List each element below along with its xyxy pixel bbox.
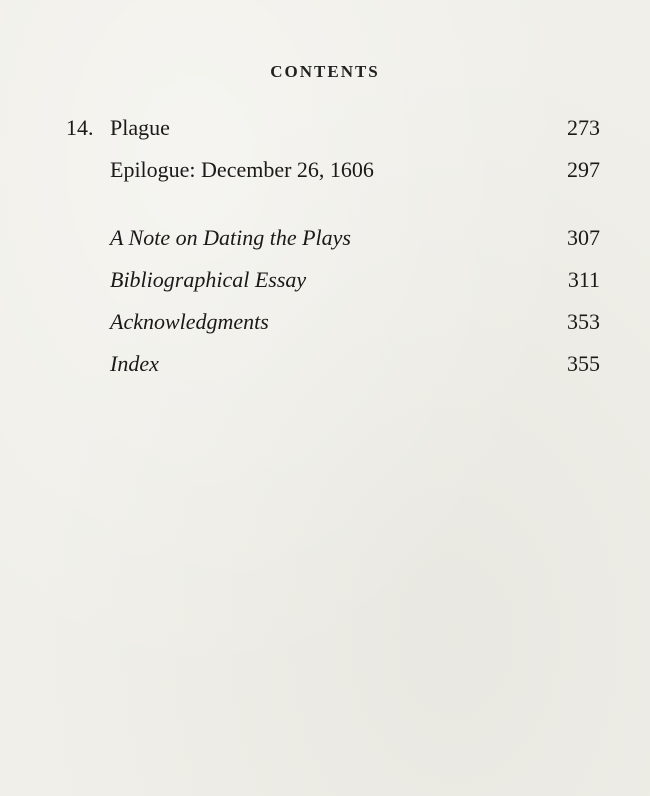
contents-heading: CONTENTS bbox=[270, 62, 380, 81]
entry-page-number: 355 bbox=[567, 351, 600, 376]
entry-title: A Note on Dating the Plays bbox=[110, 225, 351, 250]
toc-entry-note-on-dating bbox=[66, 223, 600, 253]
toc-entry-acknowledgments bbox=[66, 307, 600, 337]
entry-page-number: 353 bbox=[567, 309, 600, 334]
toc-entry-index bbox=[66, 349, 600, 379]
entry-title: Plague bbox=[110, 115, 170, 140]
toc-entry-plague bbox=[66, 113, 600, 143]
chapter-number: 14. bbox=[66, 115, 94, 140]
entry-page-number: 297 bbox=[567, 157, 600, 182]
toc-entry-bibliographical-essay bbox=[66, 265, 600, 295]
entry-page-number: 273 bbox=[567, 115, 600, 140]
entry-title: Index bbox=[110, 351, 159, 376]
toc-entry-epilogue bbox=[66, 155, 600, 185]
entry-page-number: 307 bbox=[567, 225, 600, 250]
entry-title: Bibliographical Essay bbox=[110, 267, 307, 292]
entry-title: Epilogue: December 26, 1606 bbox=[110, 157, 374, 182]
entry-title: Acknowledgments bbox=[110, 309, 269, 334]
entry-page-number: 311 bbox=[567, 267, 600, 292]
